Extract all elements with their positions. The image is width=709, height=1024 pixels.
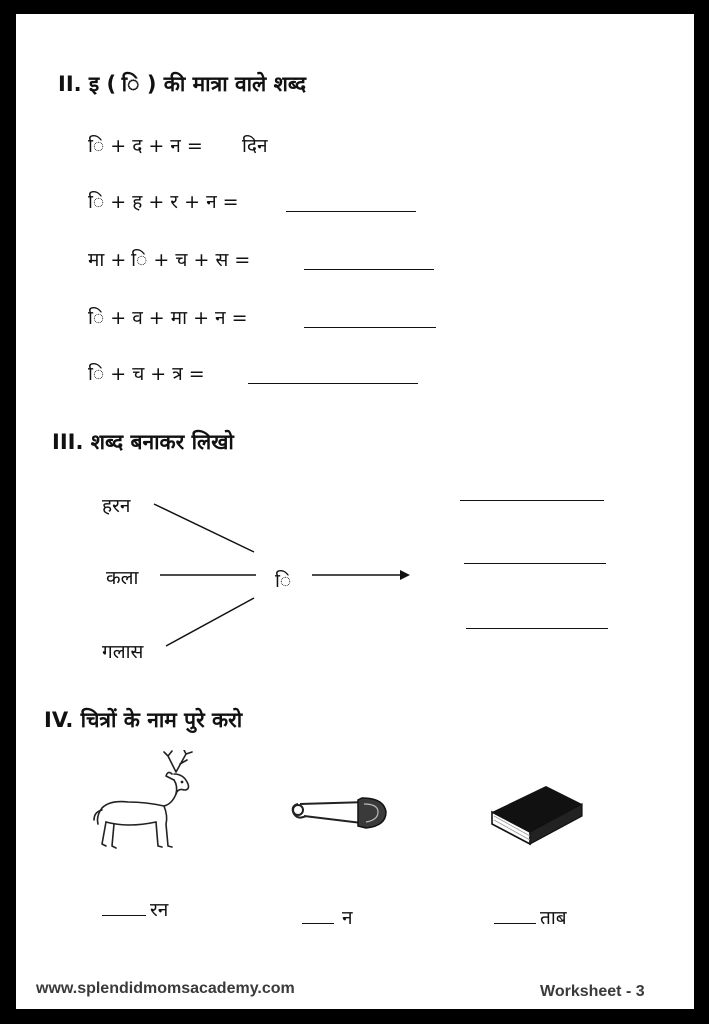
equation-1: ि + द + न = xyxy=(88,135,203,157)
equation-4: ि + व + मा + न = xyxy=(88,307,248,329)
book-name-blank[interactable] xyxy=(494,923,536,924)
result-blank-3[interactable] xyxy=(466,628,608,629)
section-4-heading: IV. चित्रों के नाम पुरे करो xyxy=(44,708,243,732)
book-picture xyxy=(490,782,584,848)
section-2-heading: II. इ ( ि ) की मात्रा वाले शब्द xyxy=(58,72,307,96)
deer-name-suffix: रन xyxy=(150,899,169,921)
equation-2: ि + ह + र + न = xyxy=(88,191,239,213)
word-3: गलास xyxy=(102,641,144,663)
equation-1-answer: दिन xyxy=(242,135,268,157)
word-2: कला xyxy=(106,567,139,589)
pin-name-suffix: न xyxy=(342,907,353,929)
section-3-heading: III. शब्द बनाकर लिखो xyxy=(52,430,234,454)
book-name-suffix: ताब xyxy=(540,907,567,929)
result-blank-2[interactable] xyxy=(464,563,606,564)
connector-line-3 xyxy=(166,598,254,646)
equation-5: ि + च + त्र = xyxy=(88,363,205,385)
result-blank-1[interactable] xyxy=(460,500,604,501)
center-sign: ि xyxy=(275,570,292,592)
footer-website: www.splendidmomsacademy.com xyxy=(36,980,295,997)
worksheet-page xyxy=(16,14,694,1009)
footer-worksheet-number: Worksheet - 3 xyxy=(540,983,645,1000)
deer-picture xyxy=(88,750,208,854)
deer-name-blank[interactable] xyxy=(102,915,146,916)
connector-lines xyxy=(16,14,694,1009)
equation-3: मा + ि + च + स = xyxy=(88,249,251,271)
safety-pin-picture xyxy=(288,794,396,834)
arrow-head-icon xyxy=(400,570,410,580)
word-1: हरन xyxy=(102,495,131,517)
pin-name-blank[interactable] xyxy=(302,923,334,924)
connector-line-1 xyxy=(154,504,254,552)
